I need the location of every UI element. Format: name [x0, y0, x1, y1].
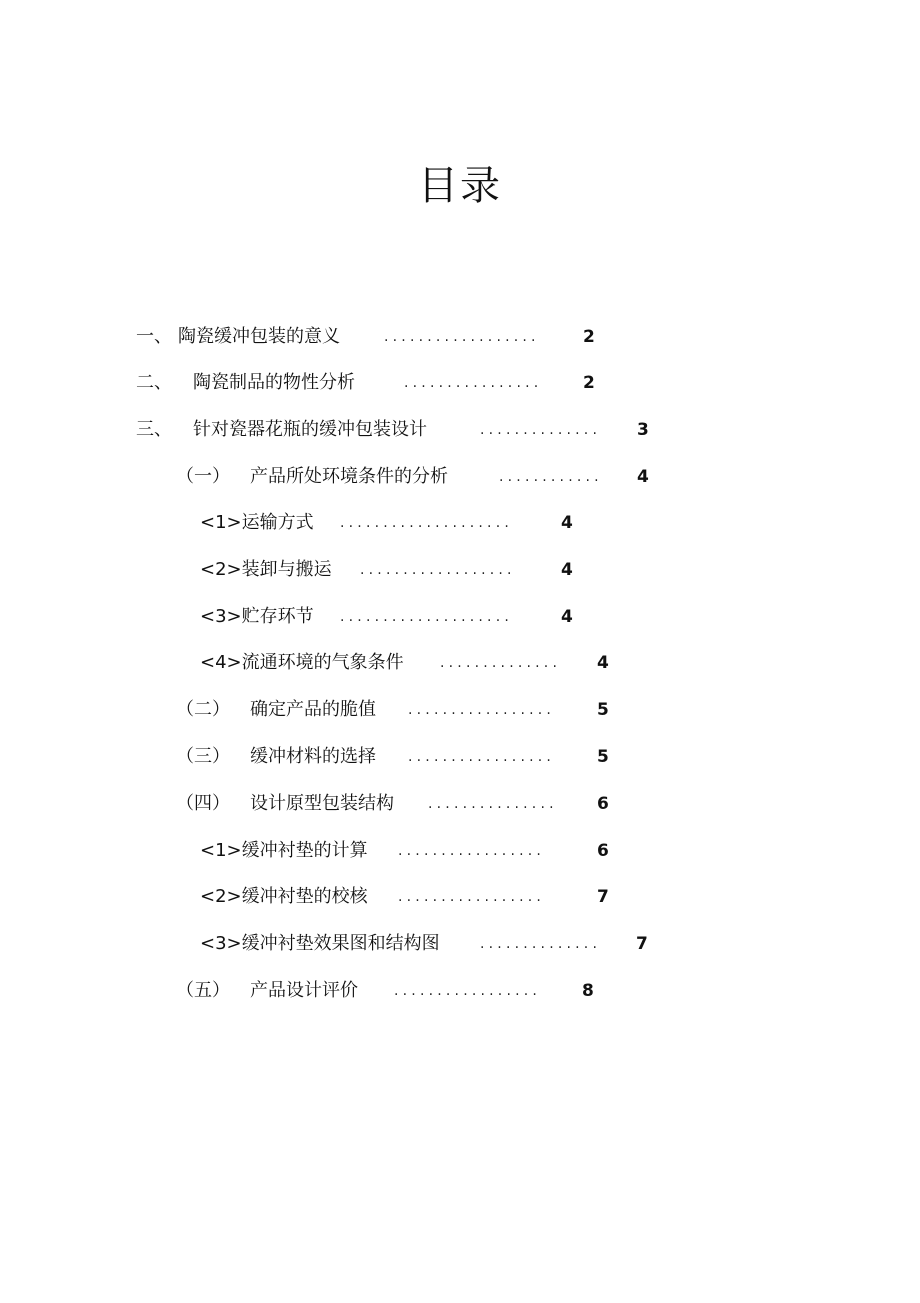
toc-entry[interactable] — [136, 322, 616, 352]
toc-entry-page: 4 — [561, 513, 573, 533]
toc-entry-title: 针对瓷器花瓶的缓冲包装设计 — [193, 419, 427, 440]
toc-entry-number: （三） — [176, 746, 230, 767]
toc-entry[interactable] — [200, 602, 600, 632]
toc-entry-title: 产品所处环境条件的分析 — [250, 466, 448, 487]
toc-entry[interactable] — [136, 415, 676, 445]
toc-entry[interactable] — [200, 882, 640, 912]
toc-entry-title: <2>缓冲衬垫的校核 — [200, 886, 368, 907]
toc-entry-leader: .................. — [360, 562, 516, 578]
toc-entry-page: 5 — [597, 700, 609, 720]
toc-entry-title: 缓冲材料的选择 — [250, 746, 376, 767]
toc-entry[interactable] — [200, 508, 600, 538]
toc-entry[interactable] — [176, 742, 636, 772]
toc-entry-leader: .................... — [340, 515, 514, 531]
toc-entry-leader: ................ — [404, 375, 543, 391]
toc-entry-title: 陶瓷制品的物性分析 — [193, 372, 355, 393]
toc-entry-title: <3>缓冲衬垫效果图和结构图 — [200, 933, 440, 954]
toc-entry-title: 陶瓷缓冲包装的意义 — [178, 326, 340, 347]
toc-entry-title: 设计原型包装结构 — [250, 793, 394, 814]
toc-entry-page: 8 — [582, 981, 594, 1001]
toc-entry-title: <1>缓冲衬垫的计算 — [200, 840, 368, 861]
toc-entry-page: 4 — [597, 653, 609, 673]
toc-entry-page: 7 — [636, 934, 648, 954]
toc-entry-number: （五） — [176, 980, 230, 1001]
toc-entry[interactable] — [136, 368, 616, 398]
toc-entry-leader: ................. — [398, 889, 546, 905]
toc-entry-page: 7 — [597, 887, 609, 907]
toc-entry-page: 6 — [597, 841, 609, 861]
toc-entry-page: 4 — [561, 607, 573, 627]
page-title: 目录 — [418, 163, 502, 209]
toc-entry-number: （二） — [176, 699, 230, 720]
toc-entry[interactable] — [176, 789, 636, 819]
toc-entry-leader: .............. — [480, 422, 602, 438]
toc-entry-number: 一、 — [136, 326, 172, 347]
toc-entry-leader: ................. — [394, 983, 542, 999]
toc-entry-title: <3>贮存环节 — [200, 606, 314, 627]
toc-entry[interactable] — [176, 976, 616, 1006]
toc-entry[interactable] — [200, 555, 600, 585]
toc-entry-title: <2>装卸与搬运 — [200, 559, 332, 580]
toc-entry-leader: ............ — [499, 469, 603, 485]
toc-entry[interactable] — [176, 462, 676, 492]
toc-entry-leader: ............... — [428, 796, 558, 812]
toc-entry-leader: .................. — [384, 329, 540, 345]
toc-entry[interactable] — [200, 929, 660, 959]
toc-entry[interactable] — [176, 695, 636, 725]
toc-entry[interactable] — [200, 836, 640, 866]
toc-entry-page: 2 — [583, 373, 595, 393]
toc-entry-leader: .............. — [480, 936, 602, 952]
toc-entry-leader: ................. — [398, 843, 546, 859]
toc-entry-page: 5 — [597, 747, 609, 767]
toc-entry-page: 4 — [637, 467, 649, 487]
toc-entry-title: <1>运输方式 — [200, 512, 314, 533]
toc-entry-title: 产品设计评价 — [250, 980, 358, 1001]
toc-entry-page: 3 — [637, 420, 649, 440]
toc-entry-leader: ................. — [408, 749, 556, 765]
toc-entry-leader: .................... — [340, 609, 514, 625]
toc-entry[interactable] — [200, 648, 640, 678]
toc-entry-number: 三、 — [136, 419, 172, 440]
toc-entry-title: <4>流通环境的气象条件 — [200, 652, 404, 673]
toc-entry-page: 4 — [561, 560, 573, 580]
toc-entry-number: 二、 — [136, 372, 172, 393]
toc-entry-page: 2 — [583, 327, 595, 347]
toc-entry-page: 6 — [597, 794, 609, 814]
toc-entry-number: （四） — [176, 793, 230, 814]
toc-entry-title: 确定产品的脆值 — [250, 699, 376, 720]
toc-entry-leader: .............. — [440, 655, 562, 671]
toc-entry-number: （一） — [176, 466, 230, 487]
toc-entry-leader: ................. — [408, 702, 556, 718]
